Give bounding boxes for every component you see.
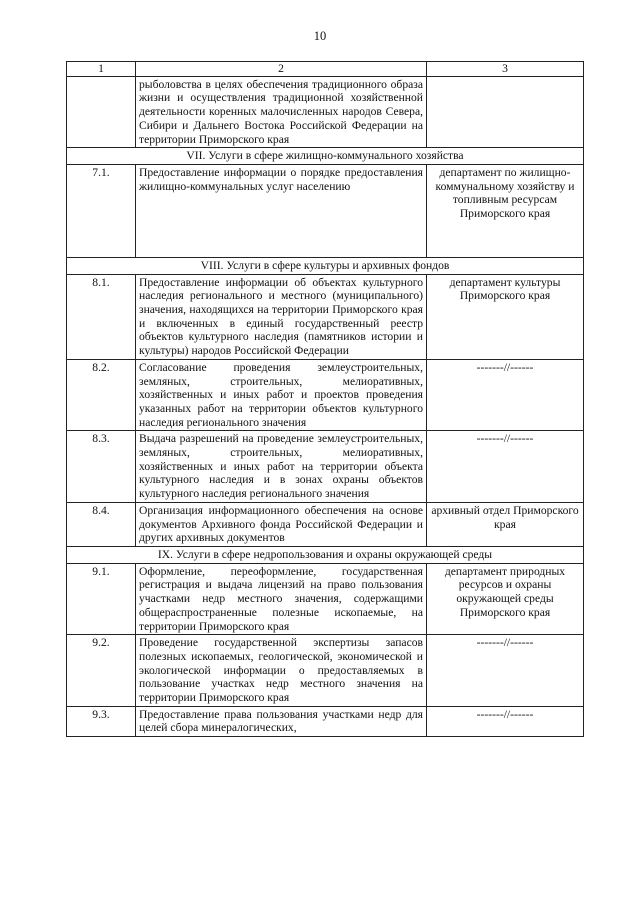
row-number: 9.2.: [67, 635, 136, 707]
table-row: [67, 563, 584, 635]
service-description: Предоставление права пользования участками недр для целей сбора минералогических,: [136, 706, 427, 736]
table-row: [67, 359, 584, 431]
header-row: [67, 62, 584, 77]
service-description: рыболовства в целях обеспечения традиционного образа жизни и осуществления традиционной хозяйственной деятельности коренных малочисленных народов Севера, Сибири и Дальнего Востока Российской Федерации на территории Приморского края: [136, 76, 427, 148]
table-row: [67, 274, 584, 359]
responsible-department: архивный отдел Приморского края: [427, 502, 584, 546]
section-title: VII. Услуги в сфере жилищно-коммунального хозяйства: [67, 148, 584, 165]
responsible-department: [427, 76, 584, 148]
page-number: 10: [313, 29, 327, 43]
services-table: [66, 61, 584, 737]
row-number: [67, 76, 136, 148]
responsible-department: -------//------: [427, 706, 584, 736]
row-number: 8.4.: [67, 502, 136, 546]
header-col-1: 1: [67, 62, 136, 77]
row-number: 7.1.: [67, 164, 136, 257]
responsible-department: -------//------: [427, 635, 584, 707]
table-row: [67, 164, 584, 257]
section-header-row: [67, 148, 584, 165]
service-description: Проведение государственной экспертизы запасов полезных ископаемых, геологической, экономической и экологической информации о предоставляемых в пользование участках недр местного значения на территории Приморского края: [136, 635, 427, 707]
service-description: Предоставление информации об объектах культурного наследия регионального и местного (муниципального) значения, находящихся на территории Приморского края и включенных в единый государственный реестр объектов культурного наследия (памятников истории и культуры) народов Российской Федерации: [136, 274, 427, 359]
service-description: Предоставление информации о порядке предоставления жилищно-коммунальных услуг населению: [136, 164, 427, 257]
row-number: 8.2.: [67, 359, 136, 431]
table-row: [67, 431, 584, 503]
service-description: Оформление, переоформление, государственная регистрация и выдача лицензий на право пользования участками недр местного значения, содержащими общераспространенные полезные ископаемые, на территории Приморского края: [136, 563, 427, 635]
row-number: 8.1.: [67, 274, 136, 359]
section-title: VIII. Услуги в сфере культуры и архивных фондов: [67, 257, 584, 274]
row-number: 9.3.: [67, 706, 136, 736]
responsible-department: -------//------: [427, 431, 584, 503]
header-col-2: 2: [136, 62, 427, 77]
service-description: Организация информационного обеспечения на основе документов Архивного фонда Российской Федерации и других архивных документов: [136, 502, 427, 546]
service-description: Выдача разрешений на проведение землеустроительных, земляных, строительных, мелиоративных, хозяйственных и иных работ на территории объекта культурного наследия и в зонах охраны объектов культурного наследия регионального значения: [136, 431, 427, 503]
responsible-department: департамент по жилищно-коммунальному хозяйству и топливным ресурсам Приморского края: [427, 164, 584, 257]
responsible-department: департамент культуры Приморского края: [427, 274, 584, 359]
responsible-department: департамент природных ресурсов и охраны окружающей среды Приморского края: [427, 563, 584, 635]
section-header-row: [67, 257, 584, 274]
header-col-3: 3: [427, 62, 584, 77]
section-header-row: [67, 546, 584, 563]
service-description: Согласование проведения землеустроительных, земляных, строительных, мелиоративных, хозяйственных и иных работ и проектов проведения указанных работ на территории объектов культурного наследия регионального значения: [136, 359, 427, 431]
section-title: IX. Услуги в сфере недропользования и охраны окружающей среды: [67, 546, 584, 563]
table-row: [67, 635, 584, 707]
table-row: [67, 76, 584, 148]
table-row: [67, 502, 584, 546]
table-row: [67, 706, 584, 736]
row-number: 8.3.: [67, 431, 136, 503]
responsible-department: -------//------: [427, 359, 584, 431]
row-number: 9.1.: [67, 563, 136, 635]
